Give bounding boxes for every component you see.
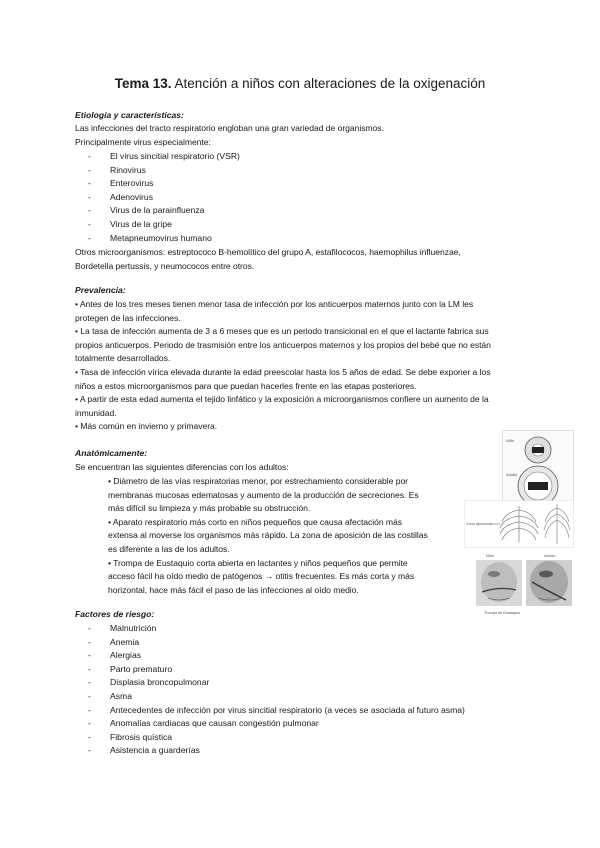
airway-diameter-figure (502, 430, 574, 510)
prevalencia-line: • Más común en invierno y primavera. (75, 421, 218, 432)
list-item: - Malnutrición (88, 622, 465, 636)
prevalencia-line: niños a estos microorganismos para que puedan hacerles frente en las etapas posteriores. (75, 380, 417, 391)
fig3-label-child: Niño (486, 553, 495, 558)
list-item: - Parto prematuro (88, 663, 465, 677)
title-prefix: Tema 13. (114, 76, 172, 91)
eustachian-tube-figure (474, 552, 574, 618)
list-item: - Alergias (88, 649, 465, 663)
fig2-label: Zona aposición (466, 522, 492, 526)
prevalencia-line: propios anticuerpos. Periodo de trasmisión entre los anticuerpos maternos y los propios del bebé que no están (75, 339, 491, 350)
prevalencia-text (75, 298, 527, 434)
anatomicamente-line: membranas mucosas edematosas y aumento de la producción de secreciones. Es (108, 489, 419, 500)
anatomicamente-heading: Anatómicamente: (75, 448, 148, 458)
child-head-shape (476, 560, 522, 606)
etiologia-intro-line: Principalmente virus especialmente: (75, 136, 211, 147)
etiologia-intro (75, 122, 527, 149)
list-item: - Asistencia a guarderías (88, 744, 465, 758)
list-item: - Virus de la parainfluenza (88, 204, 240, 218)
list-item: - Metapneumovirus humano (88, 232, 240, 246)
prevalencia-line: • Antes de los tres meses tienen menor tasa de infección por los anticuerpos maternos junto con la LM les (75, 299, 474, 309)
list-item: - Displasia broncopulmonar (88, 676, 465, 690)
list-item: - Rinovirus (88, 164, 240, 178)
list-item: - Enterovirus (88, 177, 240, 191)
anatomicamente-line: • Aparato respiratorio más corto en niños pequeños que causa afectación más (108, 516, 403, 527)
anatomicamente-line: • Diámetro de las vías respiratorias menor, por estrechamiento considerable por (108, 476, 408, 486)
etiologia-heading: Etiología y características: (75, 110, 184, 120)
list-item: - Asma (88, 690, 465, 704)
prevalencia-line: • Tasa de infección vírica elevada durante la edad preescolar hasta los 5 años de edad. Se debe exponer a los (75, 366, 491, 377)
title-text: Atención a niños con alteraciones de la oxigenación (174, 76, 486, 91)
prevalencia-line: totalmente desarrollados. (75, 353, 171, 364)
prevalencia-heading: Prevalencia: (75, 285, 126, 295)
factores-heading: Factores de riesgo: (75, 609, 155, 619)
list-item: - Anomalías cardiacas que causan congestión pulmonar (88, 717, 465, 731)
anatomicamente-line: • Trompa de Eustaquio corta abierta en lactantes y niños pequeños que permite (108, 557, 408, 568)
fig1-label-child: Niño (506, 438, 515, 443)
anatomicamente-line: más difícil su limpieza y más probable su obstrucción. (108, 503, 311, 514)
otros-line: Otros microorganismos: estreptococo B-hemolítico del grupo A, estafilococos, haemophilus influenzae, (75, 247, 461, 257)
list-item: - El virus sincitial respiratorio (VSR) (88, 150, 240, 164)
list-item: - Anemia (88, 636, 465, 650)
anatomicamente-intro: Se encuentran las siguientes diferencias con los adultos: (75, 462, 289, 472)
prevalencia-line: • A partir de esta edad aumenta el tejido linfático y la exposición a microorganismos confiere un aumento de la (75, 394, 489, 405)
adult-head-shape (526, 560, 572, 606)
prevalencia-line: inmunidad. (75, 407, 117, 418)
list-item: - Adenovirus (88, 191, 240, 205)
anatomicamente-line: es diferente a las de los adultos. (108, 543, 230, 554)
fig1-label-adult: Adulto (506, 472, 518, 477)
prevalencia-line: protegen de las infecciones. (75, 312, 181, 323)
list-item: - Virus de la gripe (88, 218, 240, 232)
anatomicamente-line: extensa al moverse los organismos más rápido. La zona de aposición de las costillas (108, 530, 428, 541)
anatomicamente-list (108, 475, 448, 597)
list-item: - Antecedentes de infección por virus sincitial respiratorio (a veces se asociada al futuro asma) (88, 704, 465, 718)
fig3-caption: Trompa de Eustaquio (484, 611, 521, 615)
fig3-label-adult: Adulto (544, 553, 556, 558)
factores-list (88, 622, 465, 758)
anatomicamente-line: horizontal, hace más fácil el paso de las infecciones al oído medio. (108, 584, 359, 595)
anatomicamente-line: acceso fácil ha oído medio de patógenos → otitis frecuentes. Es más corta y más (108, 571, 415, 582)
virus-list (88, 150, 240, 245)
otros-microorganismos (75, 246, 527, 273)
list-item: - Fibrosis quística (88, 731, 465, 745)
etiologia-intro-line: Las infecciones del tracto respiratorio engloban una gran variedad de organismos. (75, 123, 384, 133)
prevalencia-line: • La tasa de infección aumenta de 3 a 6 meses que es un periodo transicional en el que el lactante fabrica sus (75, 326, 489, 337)
otros-line: Bordetella pertussis, y neumococos entre otros. (75, 260, 255, 271)
rib-cage-figure (464, 500, 574, 548)
page-title (0, 76, 600, 92)
